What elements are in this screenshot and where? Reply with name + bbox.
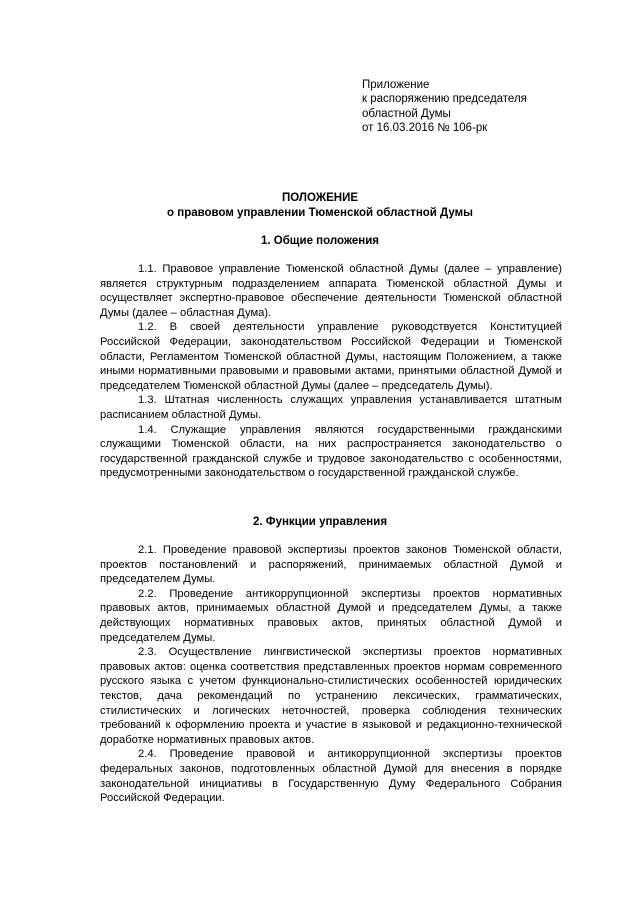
section-heading: 1. Общие положения bbox=[260, 235, 380, 247]
appendix-note bbox=[362, 78, 527, 136]
paragraph: 1.3. Штатная численность служащих управления устанавливается штатным расписанием областной Думы. bbox=[100, 394, 562, 421]
appendix-line: от 16.03.2016 № 106-рк bbox=[362, 122, 488, 135]
paragraph: 2.3. Осуществление лингвистической экспертизы проектов нормативных правовых актов: оценка соответствия представленных проектов нормам современного русского языка с учетом функционально-стилистических особенностей юридических текстов, дача рекомендаций по устранению лексических, грамматических, стилистических и логических неточностей, проверка соблюдения технических требований к оформлению проекта и участие в языковой и редакционно-технической доработке нормативных правовых актов. bbox=[100, 646, 562, 746]
paragraph: 1.1. Правовое управление Тюменской областной Думы (далее – управление) является структурным подразделением аппарата Тюменской областной Думы и осуществляет экспертно-правовое обеспечение деятельности Тюменской областной Думы (далее – областная Дума). bbox=[100, 263, 562, 319]
section-body bbox=[100, 262, 562, 481]
paragraph: 2.1. Проведение правовой экспертизы проектов законов Тюменской области, проектов постановлений и распоряжений, принимаемых областной Думой и председателем Думы. bbox=[100, 544, 562, 586]
appendix-line: Приложение bbox=[362, 79, 430, 91]
paragraph: 1.2. В своей деятельности управление руководствуется Конституцией Российской Федерации, законодательством Российской Федерации и Тюменской области, Регламентом Тюменской областной Думы, настоящим Положением, а также иными нормативными правовыми и правовыми актами, принятыми областной Думой и председателем Тюменской областной Думы (далее – председатель Думы). bbox=[100, 321, 562, 392]
paragraph: 2.2. Проведение антикоррупционной экспертизы проектов нормативных правовых актов, принимаемых областной Думой и председателем Думы, а также действующих нормативных правовых актов, принятых областной Думой и председателем Думы. bbox=[100, 587, 562, 644]
document-subtitle: о правовом управлении Тюменской областной Думы bbox=[167, 207, 473, 219]
paragraph: 2.4. Проведение правовой и антикоррупционной экспертизы проектов федеральных законов, подготовленных областной Думой для внесения в порядке законодательной инициативы в Государственную Думу Федерального Собрания Российской Федерации. bbox=[100, 748, 562, 805]
document-title: ПОЛОЖЕНИЕ bbox=[281, 192, 359, 204]
paragraph: 1.4. Служащие управления являются государственными гражданскими служащими Тюменской области, на них распространяется законодательство о государственной гражданской службе и трудовое законодательство с особенностями, предусмотренными законодательством о государственной гражданской службе. bbox=[100, 423, 562, 480]
section-heading: 2. Функции управления bbox=[252, 516, 388, 528]
document-title-block bbox=[100, 191, 540, 221]
appendix-line: к распоряжению председателя bbox=[362, 93, 527, 106]
appendix-line: областной Думы bbox=[362, 107, 451, 120]
section-body bbox=[100, 543, 562, 806]
